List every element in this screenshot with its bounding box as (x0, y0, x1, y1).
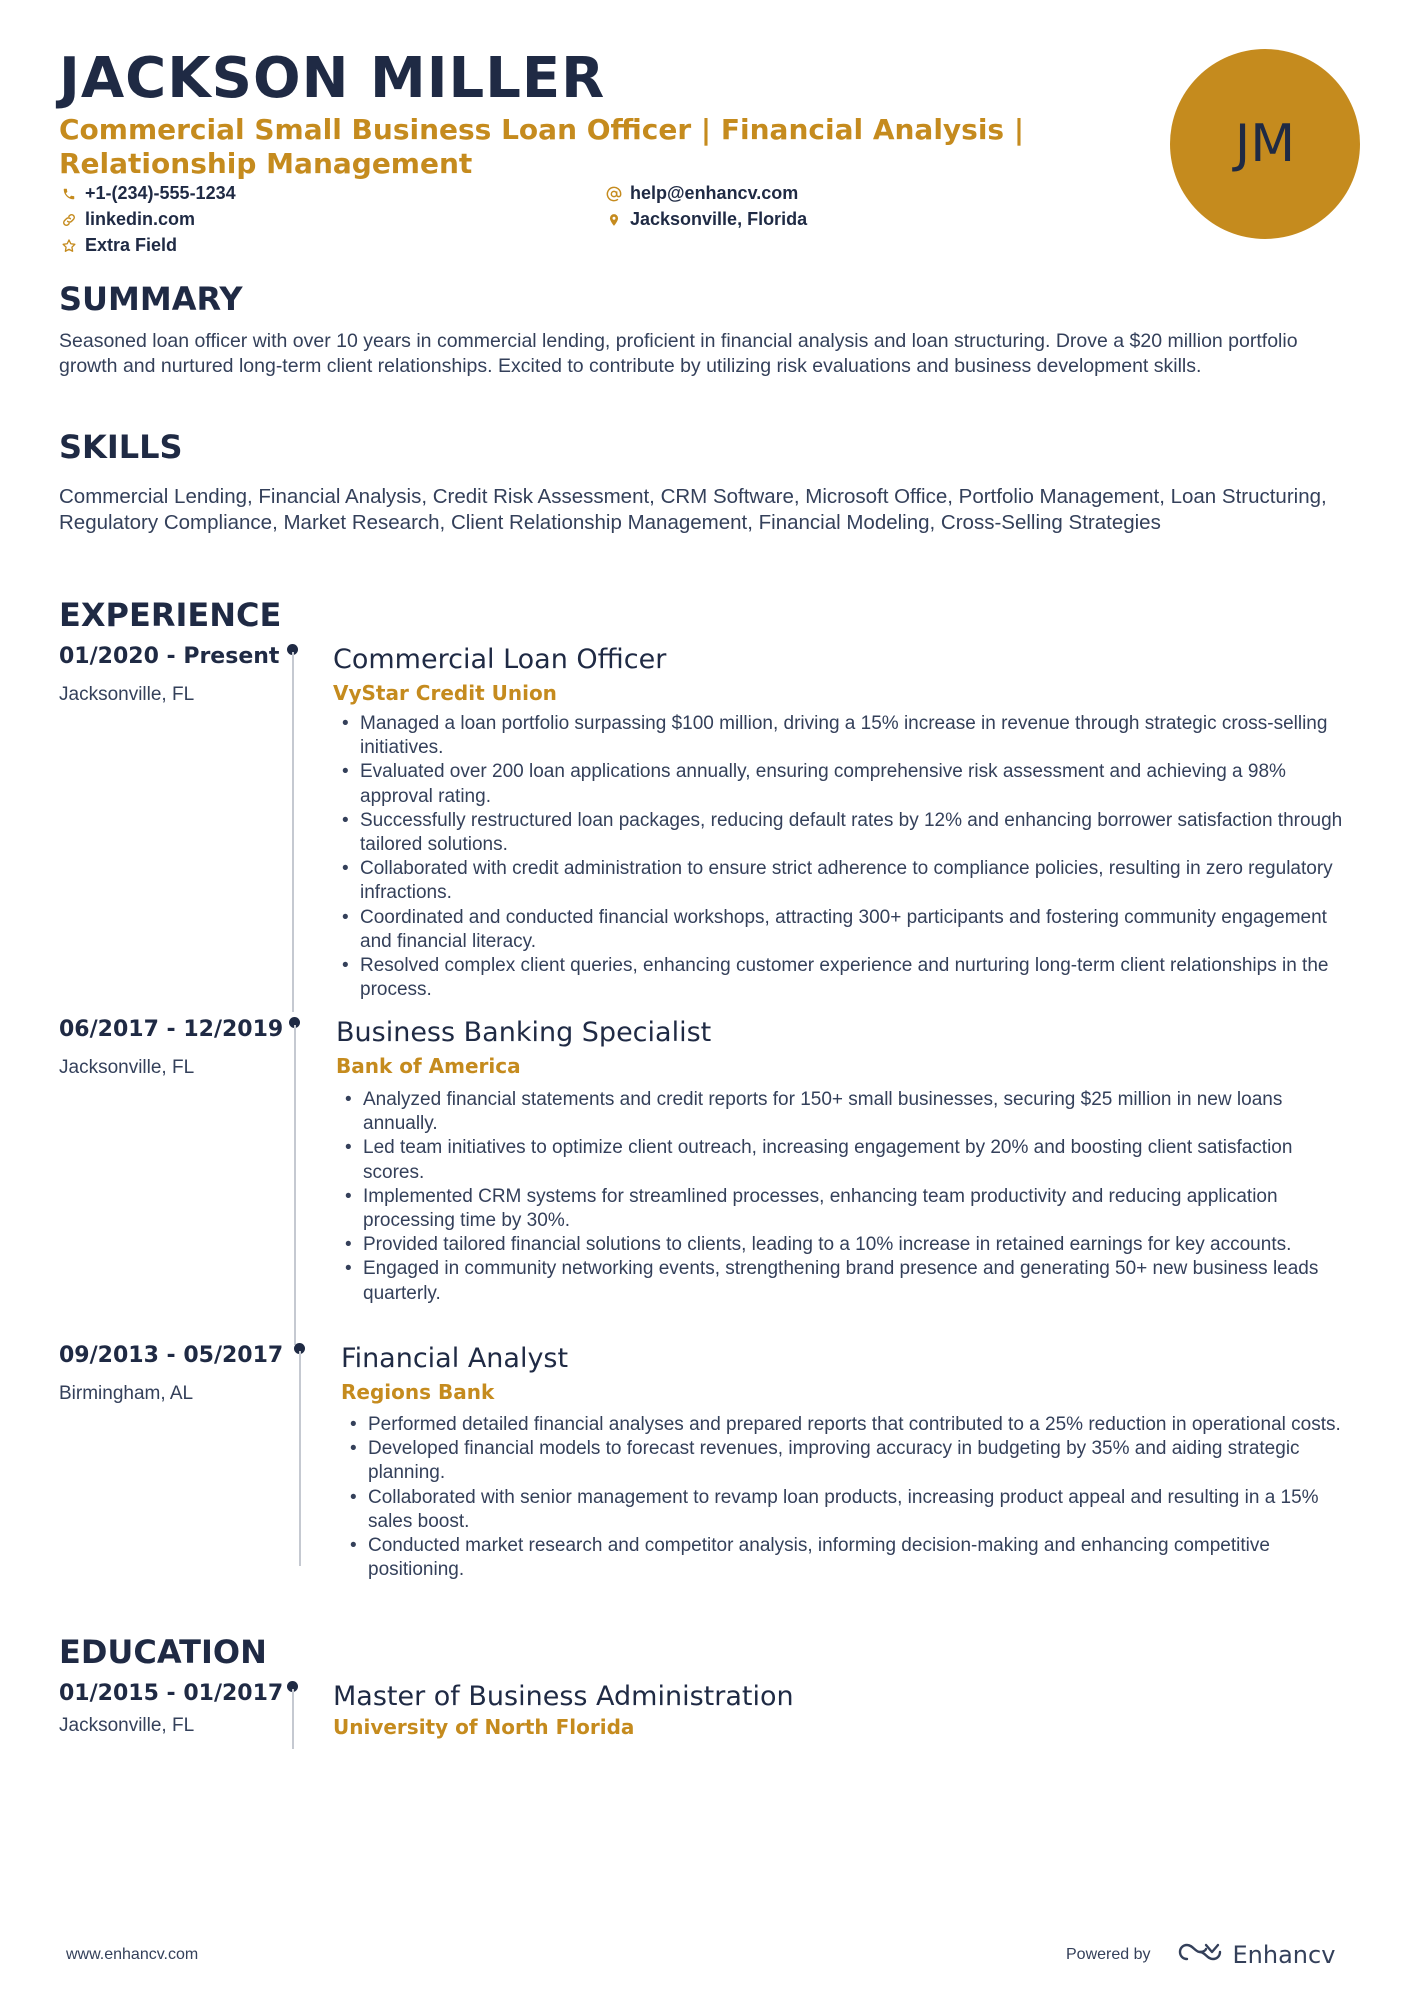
skills-text: Commercial Lending, Financial Analysis, Credit Risk Assessment, CRM Software, Microsoft Office, Portfolio Management, Loan Structuring, Regulatory Compliance, Market Research, Client Relationship Management, Financial Modeling, Cross-Selling Strategies (59, 485, 1327, 534)
link-icon (61, 212, 77, 228)
entry-dates: 01/2020 - Present (59, 644, 280, 669)
entry-bullets (348, 1413, 1358, 1582)
timeline-line (292, 652, 294, 1012)
at-icon (606, 186, 622, 202)
summary-title: SUMMARY (59, 280, 243, 318)
contact-email[interactable] (606, 183, 798, 204)
list-item: • Resolved complex client queries, enhancing customer experience and nurturing long-term client relationships in the process. (340, 954, 1350, 1002)
timeline-line (292, 1689, 294, 1749)
contact-phone[interactable] (61, 183, 236, 204)
list-item: • Collaborated with credit administration to ensure strict adherence to compliance policies, resulting in zero regulatory infractions. (340, 857, 1350, 905)
entry-school: University of North Florida (333, 1715, 635, 1739)
brand-logo (1177, 1940, 1336, 1970)
entry-role: Business Banking Specialist (336, 1017, 712, 1048)
list-item: • Collaborated with senior management to revamp loan products, increasing product appeal and resulting in a 15% sales boost. (348, 1486, 1358, 1534)
summary-text: Seasoned loan officer with over 10 years in commercial lending, proficient in financial analysis and loan structuring. Drove a $20 million portfolio growth and nurtured long-term client relationships. Excited to contribute by utilizing risk evaluations and business development skills. (59, 330, 1298, 377)
entry-location: Jacksonville, FL (59, 1057, 195, 1078)
education-title: EDUCATION (59, 1633, 267, 1671)
entry-dates: 06/2017 - 12/2019 (59, 1017, 284, 1042)
phone-text: +1-(234)-555-1234 (85, 183, 236, 203)
list-item: • Led team initiatives to optimize client outreach, increasing engagement by 20% and boosting client satisfaction scores. (343, 1136, 1353, 1184)
email-text: help@enhancv.com (630, 183, 799, 203)
timeline-line (294, 1025, 296, 1345)
experience-title: EXPERIENCE (59, 596, 282, 634)
entry-company: Regions Bank (341, 1380, 495, 1404)
list-item: • Conducted market research and competitor analysis, informing decision-making and enhancing competitive positioning. (348, 1534, 1358, 1582)
footer-website[interactable]: www.enhancv.com (66, 1946, 199, 1963)
entry-role: Commercial Loan Officer (333, 644, 667, 675)
extra-text: Extra Field (85, 235, 178, 255)
location-text: Jacksonville, Florida (630, 209, 808, 229)
phone-icon (61, 186, 77, 202)
list-item: • Successfully restructured loan packages, reducing default rates by 12% and enhancing borrower satisfaction through tailored solutions. (340, 809, 1350, 857)
powered-by-text: Powered by (1066, 1946, 1151, 1963)
entry-location: Jacksonville, FL (59, 1715, 195, 1736)
list-item: • Managed a loan portfolio surpassing $100 million, driving a 15% increase in revenue through strategic cross-selling initiatives. (340, 712, 1350, 760)
entry-dates: 01/2015 - 01/2017 (59, 1681, 284, 1706)
entry-location: Birmingham, AL (59, 1383, 194, 1404)
candidate-headline: Commercial Small Business Loan Officer | Financial Analysis | Relationship Management (59, 113, 1025, 180)
entry-bullets (340, 712, 1350, 1002)
timeline-line (299, 1351, 301, 1566)
enhancv-logo-icon (1177, 1940, 1223, 1970)
list-item: • Performed detailed financial analyses and prepared reports that contributed to a 25% reduction in operational costs. (348, 1413, 1358, 1437)
list-item: • Engaged in community networking events, strengthening brand presence and generating 50+ new business leads quarterly. (343, 1257, 1353, 1305)
entry-dates: 09/2013 - 05/2017 (59, 1343, 284, 1368)
footer-branding[interactable] (1066, 1940, 1335, 1970)
list-item: • Developed financial models to forecast revenues, improving accuracy in budgeting by 35% and aiding strategic planning. (348, 1437, 1358, 1485)
contact-extra (61, 235, 177, 256)
linkedin-text: linkedin.com (85, 209, 196, 229)
skills-title: SKILLS (59, 428, 183, 466)
list-item: • Provided tailored financial solutions to clients, leading to a 10% increase in retained earnings for key accounts. (343, 1233, 1353, 1257)
star-icon (61, 238, 77, 254)
entry-degree: Master of Business Administration (333, 1681, 794, 1712)
list-item: • Analyzed financial statements and credit reports for 150+ small businesses, securing $25 million in new loans annually. (343, 1088, 1353, 1136)
contact-location (606, 209, 807, 230)
brand-name: Enhancv (1232, 1941, 1336, 1969)
list-item: • Implemented CRM systems for streamlined processes, enhancing team productivity and reducing application processing time by 30%. (343, 1185, 1353, 1233)
list-item: • Evaluated over 200 loan applications annually, ensuring comprehensive risk assessment and achieving a 98% approval rating. (340, 760, 1350, 808)
entry-company: VyStar Credit Union (333, 681, 557, 705)
entry-role: Financial Analyst (341, 1343, 569, 1374)
entry-location: Jacksonville, FL (59, 684, 195, 705)
candidate-name: JACKSON MILLER (59, 46, 606, 111)
contact-linkedin[interactable] (61, 209, 195, 230)
avatar (1170, 49, 1360, 239)
entry-company: Bank of America (336, 1054, 521, 1078)
list-item: • Coordinated and conducted financial workshops, attracting 300+ participants and fostering community engagement and financial literacy. (340, 906, 1350, 954)
location-pin-icon (606, 212, 622, 228)
entry-bullets (343, 1088, 1353, 1306)
avatar-initials: JM (1234, 114, 1296, 174)
